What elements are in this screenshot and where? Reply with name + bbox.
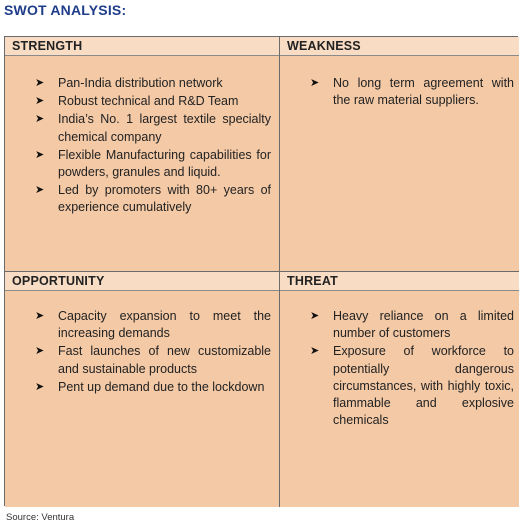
arrow-bullet-icon: ➤ [35, 95, 45, 108]
opportunity-quadrant [5, 271, 279, 507]
threat-heading: THREAT [280, 272, 519, 291]
arrow-bullet-icon: ➤ [310, 310, 320, 322]
strength-heading: STRENGTH [5, 37, 279, 56]
list-item [35, 343, 271, 377]
arrow-bullet-icon: ➤ [35, 184, 45, 197]
weakness-heading: WEAKNESS [280, 37, 519, 56]
weakness-list [310, 75, 514, 110]
list-item [35, 147, 271, 181]
weakness-quadrant [279, 37, 519, 271]
list-item [35, 75, 271, 92]
source-note: Source: Ventura [6, 512, 75, 523]
list-item-text: No long term agreement with the raw material suppliers. [333, 76, 514, 108]
arrow-bullet-icon: ➤ [35, 310, 45, 322]
list-item [310, 343, 514, 429]
list-item [35, 111, 271, 145]
arrow-bullet-icon: ➤ [35, 148, 45, 161]
list-item-text: Fast launches of new customizable and sustainable products [58, 344, 271, 376]
list-item [35, 308, 271, 342]
arrow-bullet-icon: ➤ [310, 77, 320, 89]
swot-grid [4, 36, 518, 506]
list-item-text: Pan-India distribution network [58, 76, 223, 90]
arrow-bullet-icon: ➤ [35, 380, 45, 393]
list-item [35, 379, 271, 396]
list-item [35, 182, 271, 216]
page-title: SWOT ANALYSIS: [4, 2, 127, 18]
list-item-text: Heavy reliance on a limited number of customers [333, 309, 514, 341]
list-item [310, 75, 514, 109]
list-item-text: Flexible Manufacturing capabilities for powders, granules and liquid. [58, 147, 271, 180]
strength-list [35, 75, 271, 218]
list-item-text: Pent up demand due to the lockdown [58, 379, 265, 394]
list-item-text: Capacity expansion to meet the increasing demands [58, 309, 271, 341]
opportunity-heading: OPPORTUNITY [5, 272, 279, 291]
arrow-bullet-icon: ➤ [35, 345, 45, 358]
list-item-text: India’s No. 1 largest textile specialty chemical company [58, 112, 271, 144]
strength-quadrant [5, 37, 279, 271]
list-item-text: Robust technical and R&D Team [58, 94, 239, 109]
threat-list [310, 308, 514, 430]
list-item [35, 93, 271, 110]
arrow-bullet-icon: ➤ [35, 77, 45, 89]
opportunity-list [35, 308, 271, 397]
threat-quadrant [279, 271, 519, 507]
arrow-bullet-icon: ➤ [310, 345, 320, 358]
arrow-bullet-icon: ➤ [35, 113, 45, 126]
list-item [310, 308, 514, 342]
list-item-text: Led by promoters with 80+ years of experience cumulatively [58, 183, 271, 215]
list-item-text: Exposure of workforce to potentially dangerous circumstances, with highly toxic, flammable and explosive chemicals [333, 344, 514, 428]
